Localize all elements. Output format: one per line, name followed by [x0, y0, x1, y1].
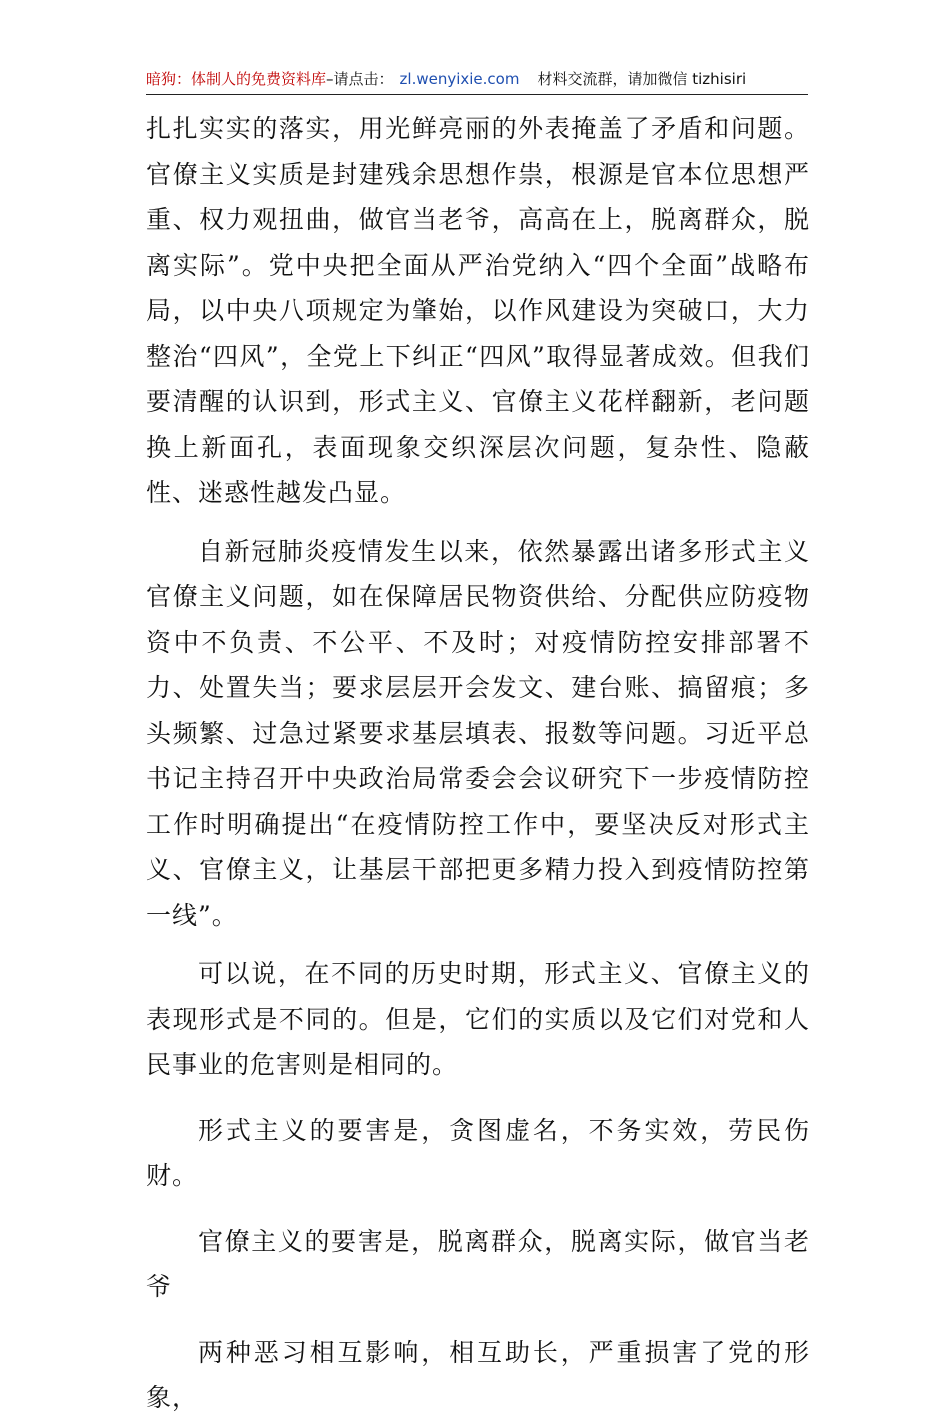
paragraph-historical: 可以说，在不同的历史时期，形式主义、官僚主义的表现形式是不同的。但是，它们的实质以及它们对党和人民事业的危害则是相同的。 [146, 959, 810, 1079]
header-group-text: 材料交流群，请加微信 tizhisiri [537, 70, 747, 88]
document-body [146, 106, 810, 1421]
header-divider [146, 94, 808, 95]
paragraph-formalism-harm: 形式主义的要害是，贪图虚名，不务实效，劳民伤财。 [146, 1115, 810, 1190]
paragraph-continuation: 扎扎实实的落实，用光鲜亮丽的外表掩盖了矛盾和问题。官僚主义实质是封建残余思想作祟，根源是官本位思想严重、权力观扭曲，做官当老爷，高高在上，脱离群众，脱离实际”。党中央把全面从严治党纳入“四个全面”战略布局，以中央八项规定为肇始，以作风建设为突破口，大力整治“四风”，全党上下纠正“四风”取得显著成效。但我们要清醒的认识到，形式主义、官僚主义花样翻新，老问题换上新面孔，表面现象交织深层次问题，复杂性、隐蔽性、迷惑性越发凸显。 [146, 114, 810, 507]
header-url-link[interactable]: zl.wenyixie.com [399, 70, 520, 88]
header-separator-text: –请点击： [326, 70, 394, 88]
paragraph-epidemic: 自新冠肺炎疫情发生以来，依然暴露出诸多形式主义官僚主义问题，如在保障居民物资供给、分配供应防疫物资中不负责、不公平、不及时；对疫情防控安排部署不力、处置失当；要求层层开会发文、建台账、搞留痕；多头频繁、过急过紧要求基层填表、报数等问题。习近平总书记主持召开中央政治局常委会会议研究下一步疫情防控工作时明确提出“在疫情防控工作中，要坚决反对形式主义、官僚主义，让基层干部把更多精力投入到疫情防控第一线”。 [146, 536, 810, 930]
header-brand-text: 暗狗：体制人的免费资料库 [146, 70, 327, 88]
paragraph-mutual-influence: 两种恶习相互影响，相互助长，严重损害了党的形象， [146, 1337, 810, 1412]
page-header [146, 66, 806, 92]
paragraph-bureaucracy-harm: 官僚主义的要害是，脱离群众，脱离实际，做官当老爷 [146, 1226, 810, 1301]
